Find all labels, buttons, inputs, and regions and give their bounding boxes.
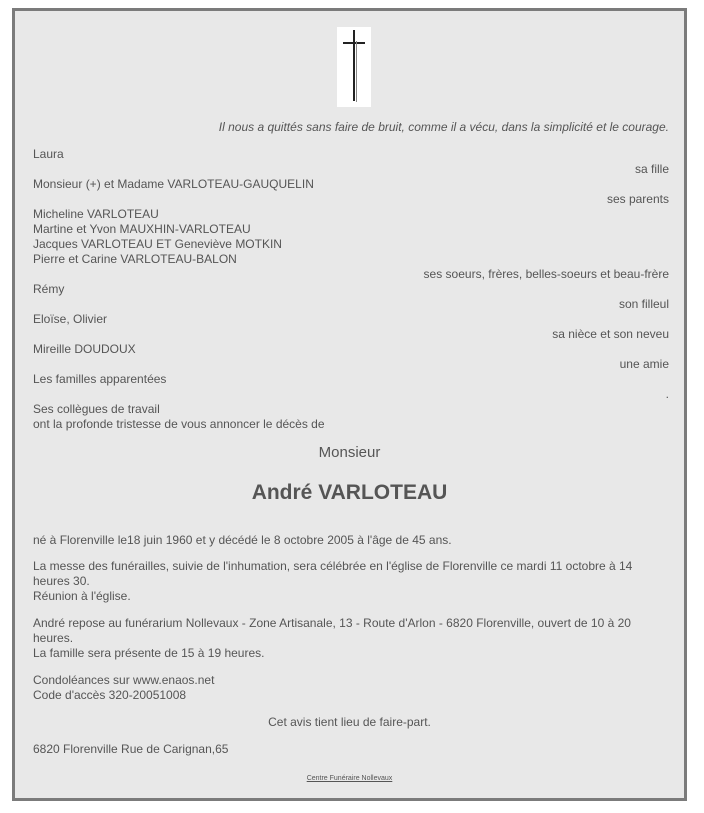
family-name: Pierre et Carine VARLOTEAU-BALON [33,252,237,266]
obituary-card [12,8,687,801]
deceased-name: André VARLOTEAU [251,481,448,504]
funeral-info: heures 30. [33,574,90,588]
quote: Il nous a quittés sans faire de bruit, comme il a vécu, dans la simplicité et le courage. [218,120,669,134]
family-name: Mireille DOUDOUX [33,342,136,356]
family-name: Martine et Yvon MAUXHIN-VARLOTEAU [33,222,251,236]
family-name: Eloïse, Olivier [33,312,108,326]
colleagues: Ses collègues de travail [33,402,160,416]
family-relation: une amie [619,357,669,371]
family-name: Laura [33,147,64,161]
access-code: Code d'accès 320-20051008 [33,688,187,702]
notice: Cet avis tient lieu de faire-part. [268,715,431,729]
family-name: Rémy [33,282,65,296]
family-relation: . [665,387,669,401]
repose-info: André repose au funérarium Nollevaux - Zone Artisanale, 13 - Route d'Arlon - 6820 Florenville, ouvert de 10 à 20 [33,616,631,630]
address: 6820 Florenville Rue de Carignan,65 [33,742,229,756]
family-name: Jacques VARLOTEAU ET Geneviève MOTKIN [33,237,282,251]
family-relation: sa fille [634,162,669,176]
family-name: Monsieur (+) et Madame VARLOTEAU-GAUQUELIN [33,177,314,191]
announcement: ont la profonde tristesse de vous annoncer le décès de [33,417,325,431]
family-relation: sa nièce et son neveu [552,327,669,341]
funeral-home-link[interactable]: Centre Funéraire Nollevaux [306,775,393,782]
family-name: Micheline VARLOTEAU [33,207,159,221]
family-relation: ses soeurs, frères, belles-soeurs et beau-frère [423,267,669,281]
birth-death: né à Florenville le18 juin 1960 et y décédé le 8 octobre 2005 à l'âge de 45 ans. [33,533,452,547]
family-relation: son filleul [618,297,669,311]
funeral-info: La messe des funérailles, suivie de l'inhumation, sera célébrée en l'église de Florenville ce mardi 11 octobre à 14 [33,559,633,573]
cross-icon [337,27,371,107]
condolences: Condoléances sur www.enaos.net [33,673,215,687]
repose-info: La famille sera présente de 15 à 19 heures. [33,646,265,660]
repose-info: heures. [33,631,74,645]
honorific: Monsieur [318,444,381,461]
family-name: Les familles apparentées [33,372,167,386]
funeral-info: Réunion à l'église. [33,589,131,603]
cross-image [337,27,371,107]
family-relation: ses parents [606,192,669,206]
